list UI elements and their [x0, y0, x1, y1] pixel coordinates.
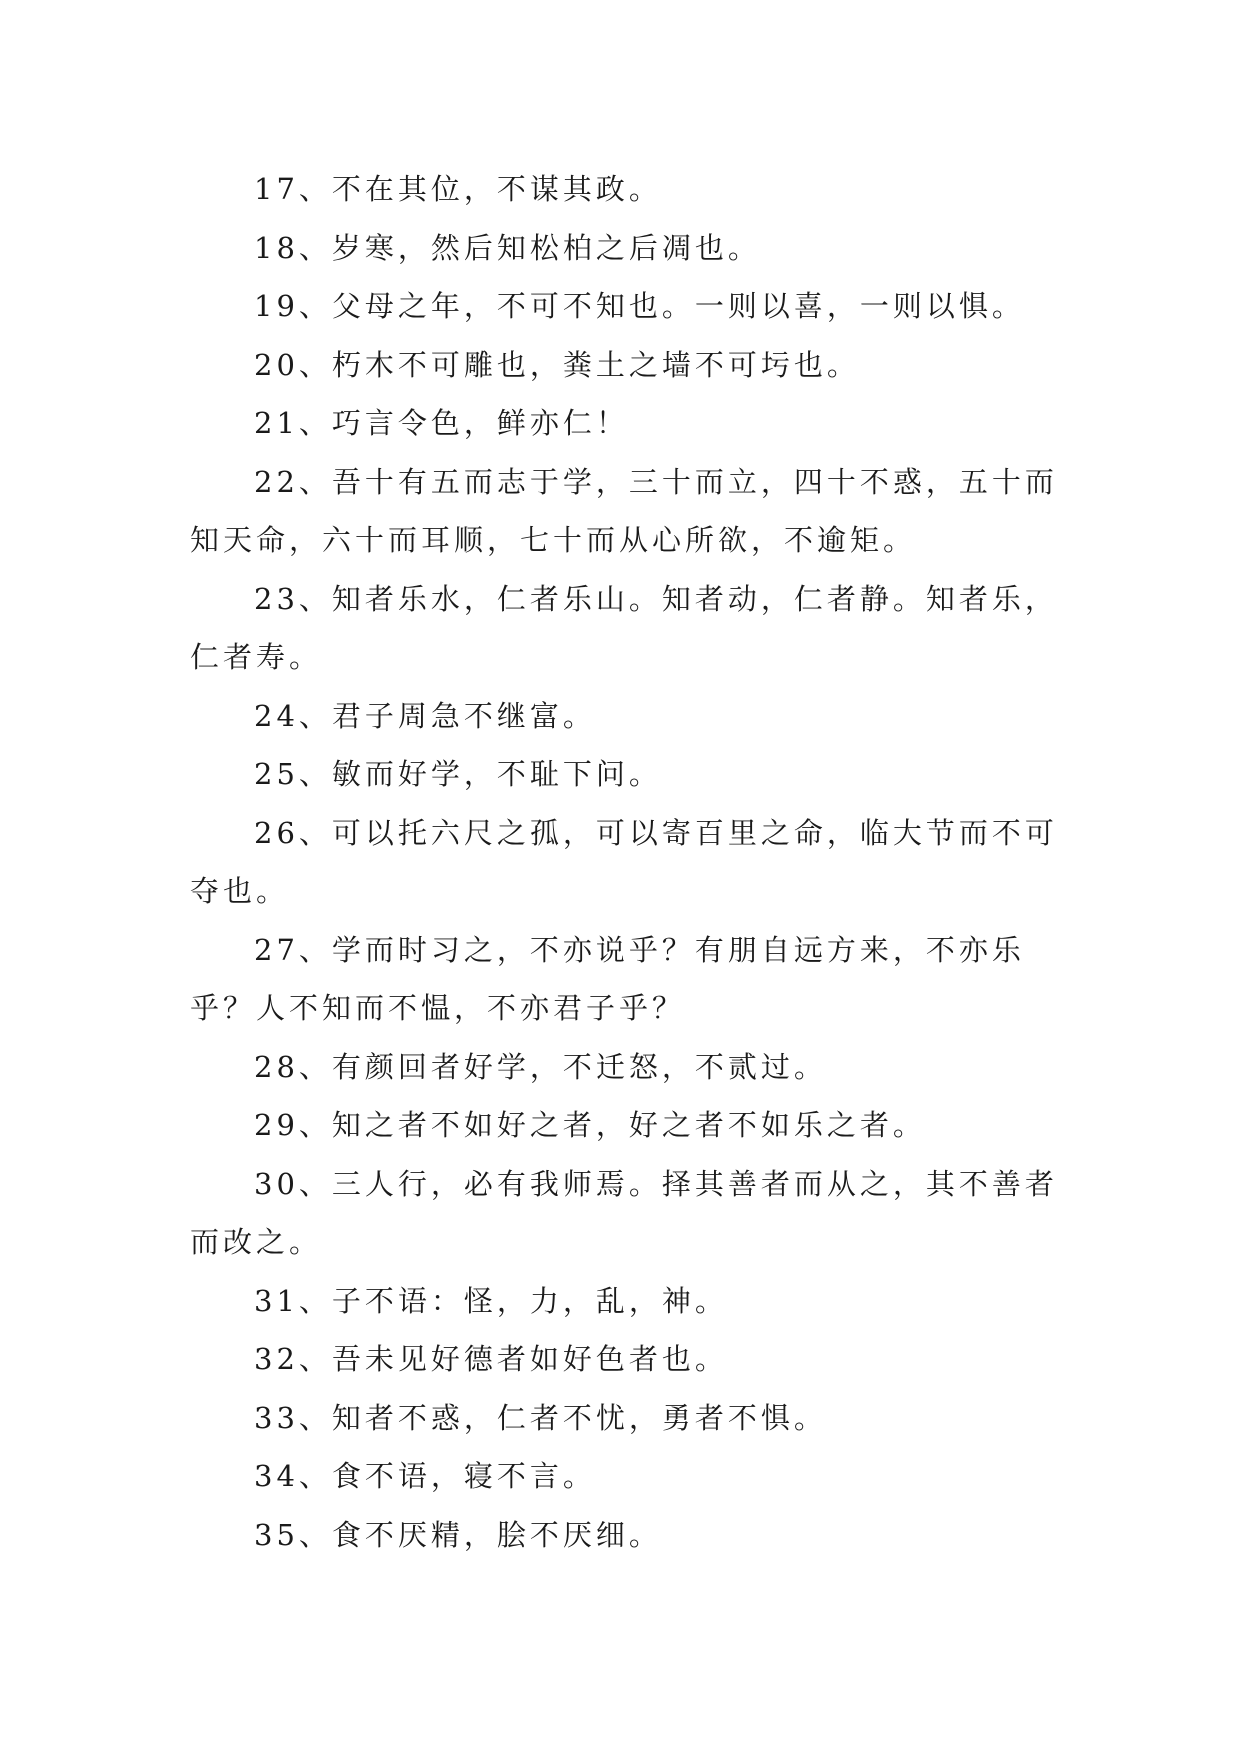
paragraph-35: 35、食不厌精，脍不厌细。	[254, 1517, 662, 1552]
paragraph-27: 27、学而时习之，不亦说乎？有朋自远方来，不亦乐乎？人不知而不愠，不亦君子乎？	[190, 932, 1025, 1025]
paragraph-23: 23、知者乐水，仁者乐山。知者动，仁者静。知者乐，仁者寿。	[190, 581, 1058, 674]
paragraph-25: 25、敏而好学，不耻下问。	[254, 757, 662, 791]
paragraph-32: 32、吾未见好德者如好色者也。	[254, 1342, 728, 1376]
paragraph-24: 24、君子周急不继富。	[254, 698, 596, 733]
paragraph-29: 29、知之者不如好之者，好之者不如乐之者。	[254, 1108, 926, 1142]
paragraph-33: 33、知者不惑，仁者不忧，勇者不惧。	[254, 1400, 827, 1435]
paragraph-17: 17、不在其位，不谋其政。	[254, 172, 662, 206]
paragraph-21: 21、巧言令色，鲜亦仁！	[254, 406, 629, 440]
paragraph-30: 30、三人行，必有我师焉。择其善者而从之，其不善者而改之。	[190, 1166, 1058, 1259]
paragraph-20: 20、朽木不可雕也，粪土之墙不可圬也。	[254, 347, 860, 382]
document-body	[190, 160, 1070, 1564]
paragraph-26: 26、可以托六尺之孤，可以寄百里之命，临大节而不可夺也。	[190, 815, 1058, 908]
paragraph-34: 34、食不语，寝不言。	[254, 1459, 596, 1493]
paragraph-28: 28、有颜回者好学，不迁怒，不贰过。	[254, 1049, 827, 1084]
paragraph-18: 18、岁寒，然后知松柏之后凋也。	[254, 230, 761, 265]
paragraph-22: 22、吾十有五而志于学，三十而立，四十不惑，五十而知天命，六十而耳顺，七十而从心所欲，不逾矩。	[190, 464, 1058, 557]
paragraph-31: 31、子不语：怪，力，乱，神。	[254, 1283, 728, 1318]
paragraph-19: 19、父母之年，不可不知也。一则以喜，一则以惧。	[254, 289, 1025, 323]
